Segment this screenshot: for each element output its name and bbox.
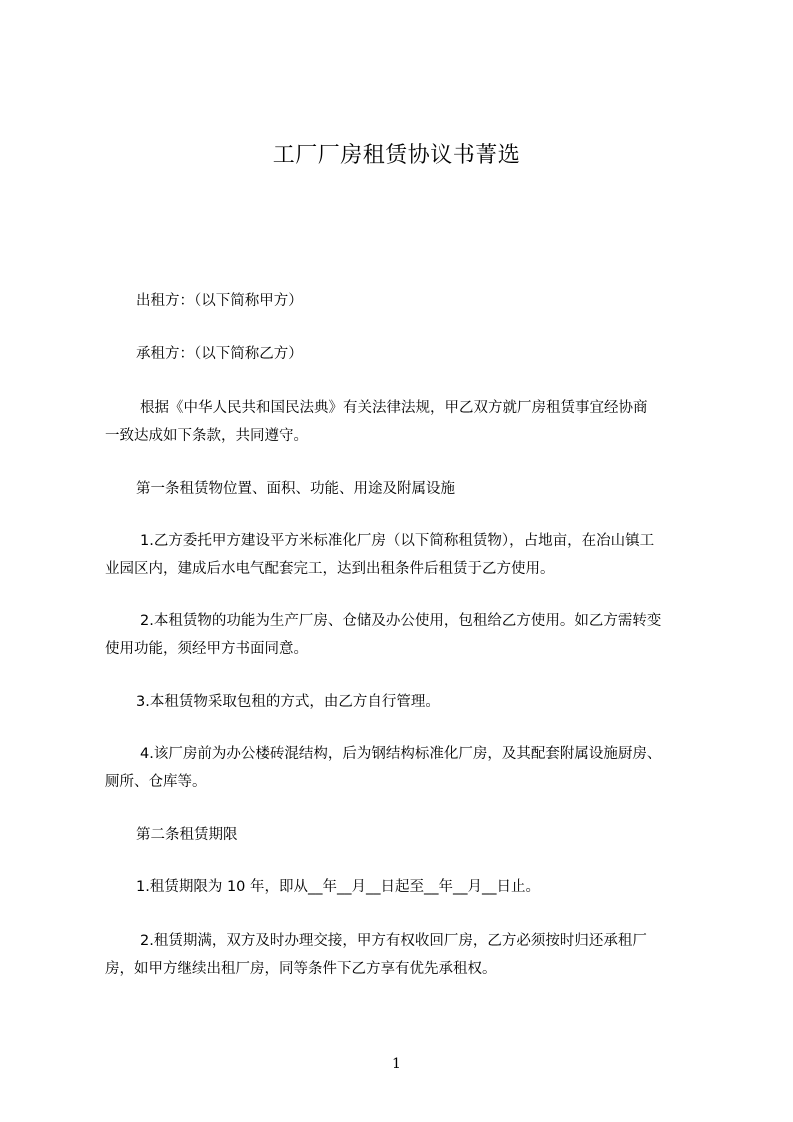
text-line: 4.该厂房前为办公楼砖混结构，后为钢结构标准化厂房，及其配套附属设施厨房、: [140, 746, 662, 762]
text-line: 1.乙方委托甲方建设平方米标准化厂房（以下简称租赁物），占地亩，在冶山镇工: [140, 533, 655, 549]
text-line: 出租方：（以下简称甲方）: [136, 293, 303, 309]
text-line: 承租方：（以下简称乙方）: [136, 346, 303, 362]
paragraph-lessor: [105, 287, 710, 315]
clause-2-2: [105, 927, 710, 983]
document-title: 工厂厂房租赁协议书菁选: [272, 143, 521, 168]
article-1-heading: [105, 475, 710, 503]
text-line: 3.本租赁物采取包租的方式，由乙方自行管理。: [136, 694, 440, 710]
text-line: 根据《中华人民共和国民法典》有关法律法规，甲乙双方就厂房租赁事宜经协商: [140, 400, 648, 416]
clause-1-4: [105, 740, 710, 796]
text-line: 使用功能，须经甲方书面同意。: [105, 641, 308, 657]
article-2-heading: [105, 821, 710, 849]
clause-1-1: [105, 527, 710, 583]
paragraph-lessee: [105, 340, 710, 368]
text-line: 第二条租赁期限: [136, 827, 238, 843]
text-line: 2.本租赁物的功能为生产厂房、仓储及办公使用，包租给乙方使用。如乙方需转变: [140, 613, 662, 629]
page-number: 1: [392, 1056, 401, 1072]
text-line: 一致达成如下条款，共同遵守。: [105, 428, 308, 444]
clause-1-3: [105, 688, 710, 716]
text-line: 房，如甲方继续出租厂房，同等条件下乙方享有优先承租权。: [105, 961, 497, 977]
text-line: 厕所、仓库等。: [105, 774, 207, 790]
clause-2-1: [105, 873, 710, 901]
text-line: 1.租赁期限为 10 年，即从__年__月__日起至__年__月__日止。: [136, 879, 541, 895]
text-line: 第一条租赁物位置、面积、功能、用途及附属设施: [136, 481, 455, 497]
clause-1-2: [105, 607, 710, 663]
text-line: 业园区内，建成后水电气配套完工，达到出租条件后租赁于乙方使用。: [105, 561, 555, 577]
paragraph-preamble: [105, 394, 710, 450]
text-line: 2.租赁期满，双方及时办理交接，甲方有权收回厂房，乙方必须按时归还承租厂: [140, 933, 647, 949]
